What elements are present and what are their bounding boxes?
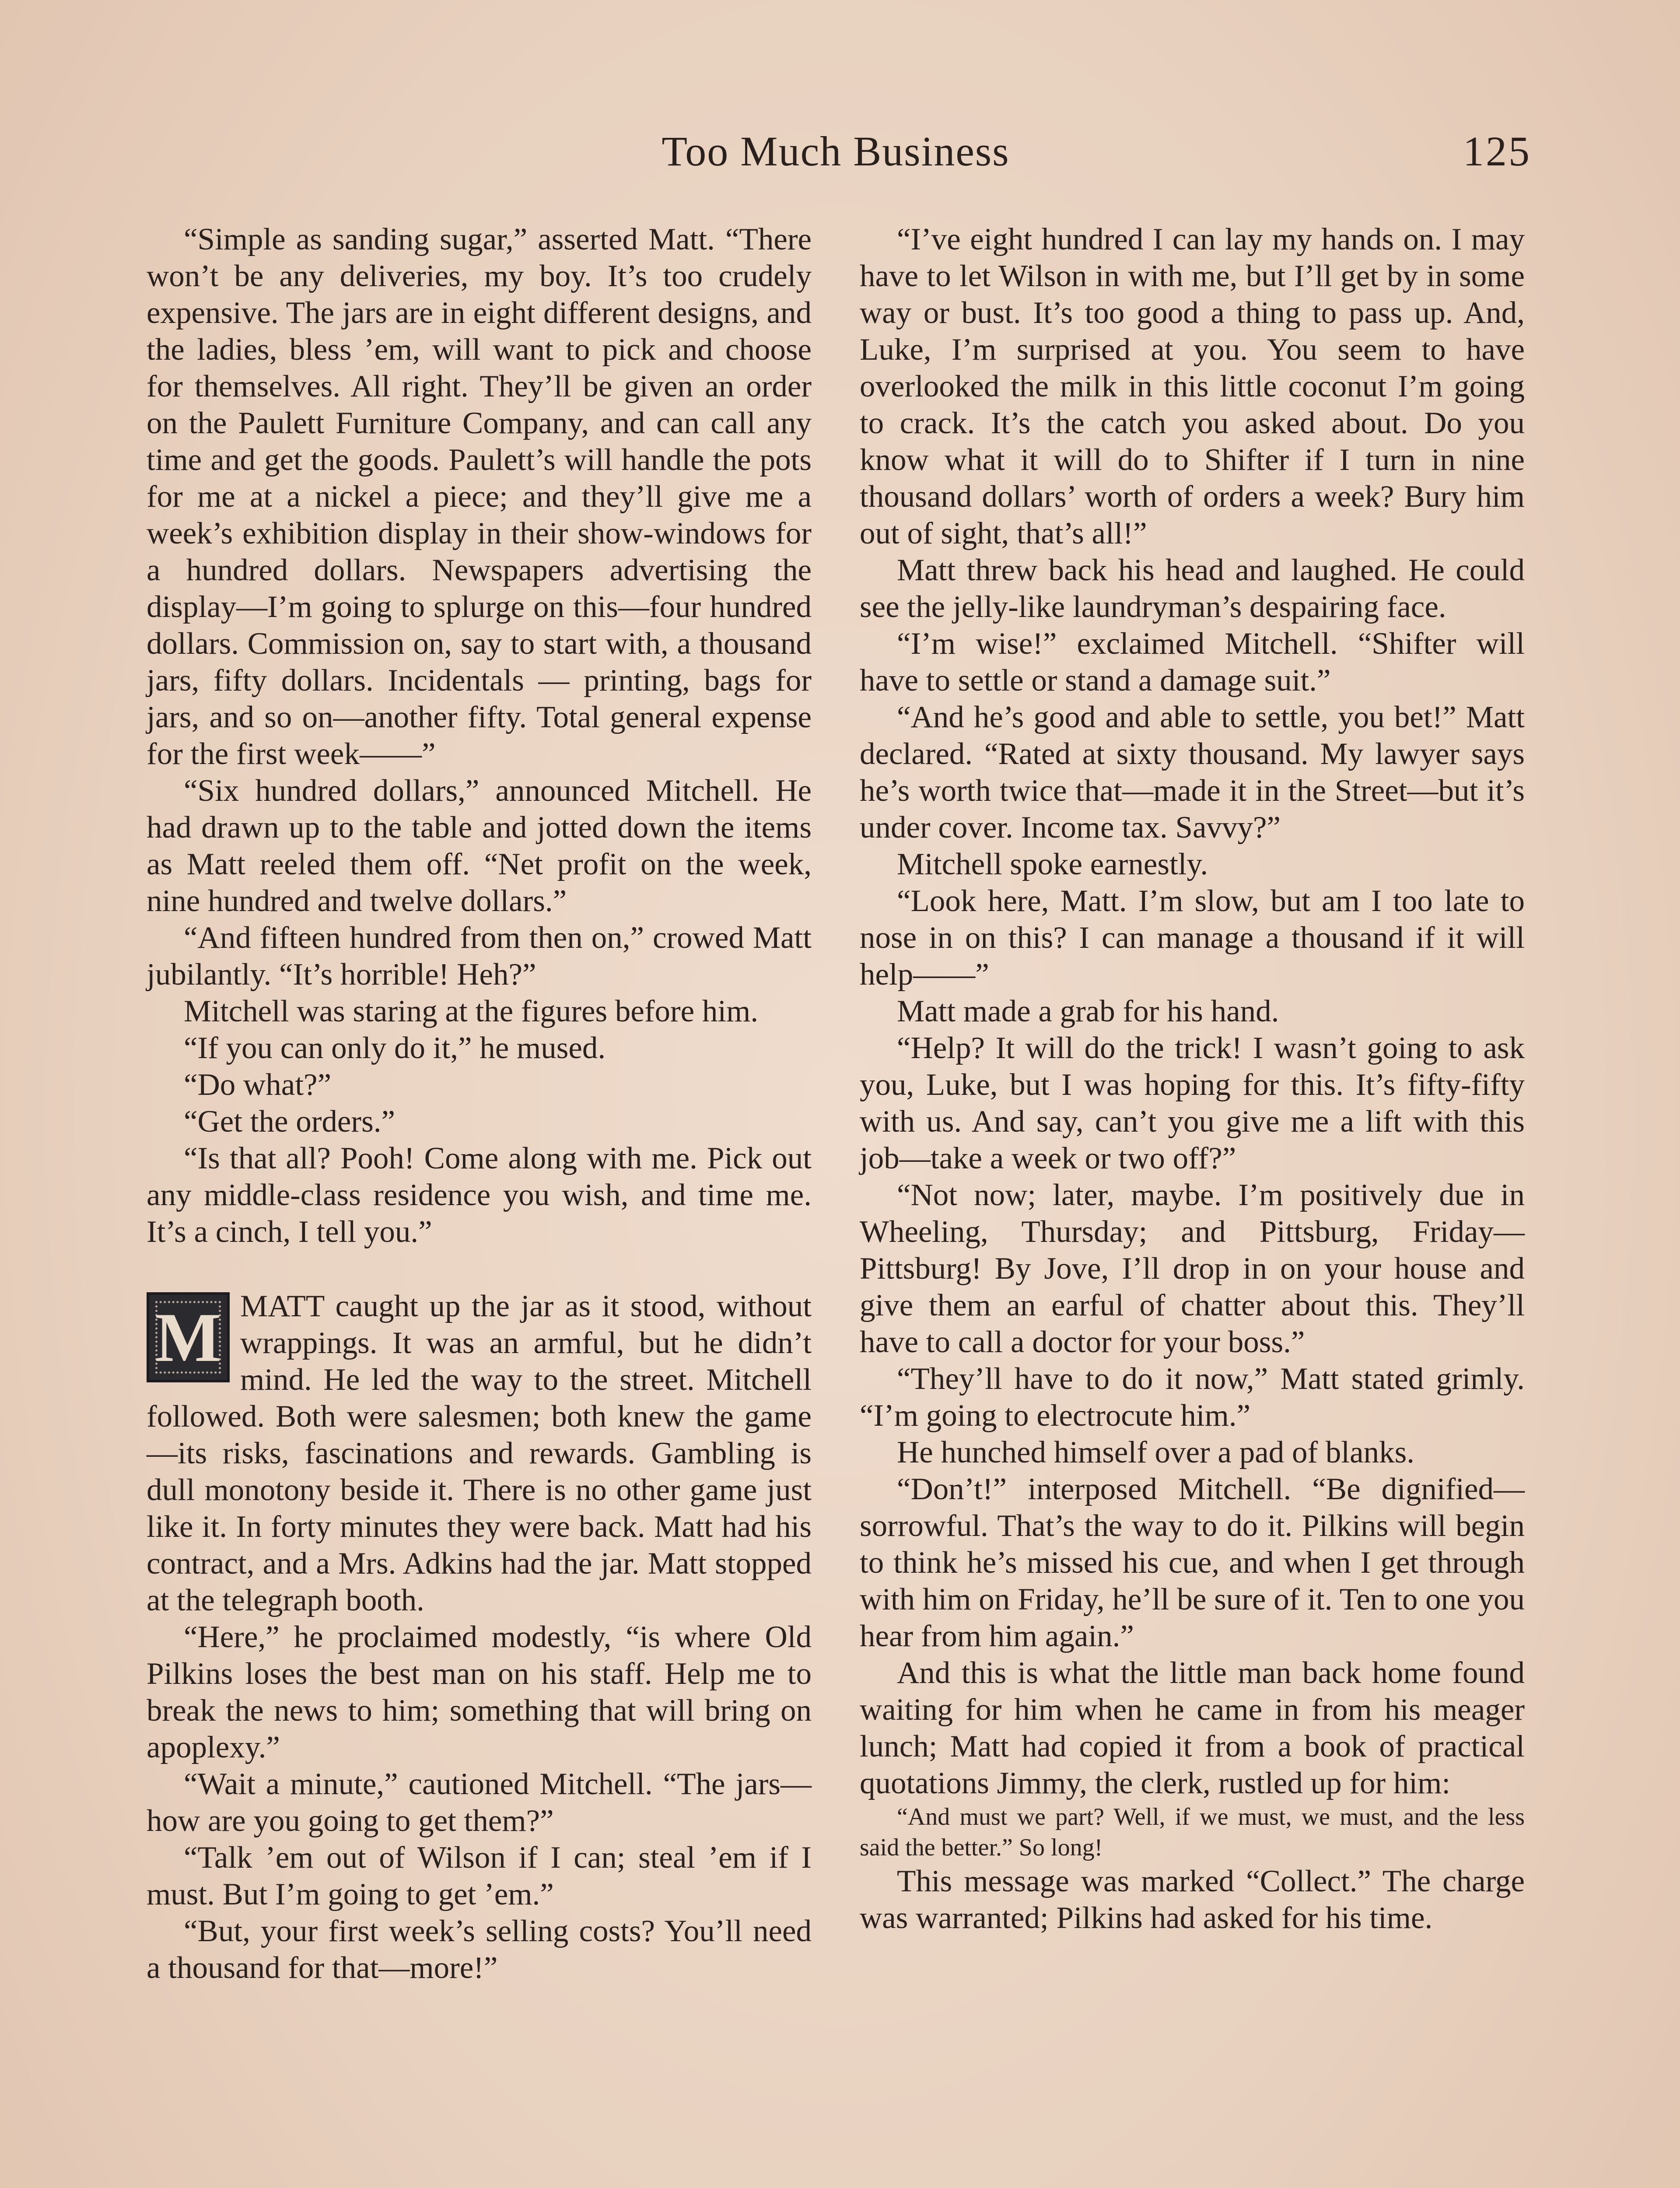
paragraph: “They’ll have to do it now,” Matt stated grimly. “I’m going to electrocute him.”: [860, 1362, 1525, 1433]
telegram-quote: “And must we part? Well, if we must, we must, and the less said the better.” So long!: [860, 1803, 1525, 1861]
left-column: [147, 221, 812, 1986]
dropcap-ornament: [147, 1292, 230, 1382]
dropcap-section: [147, 1288, 812, 1619]
running-title: Too Much Business: [662, 128, 1010, 175]
paragraph: “But, your first week’s selling costs? You’ll need a thousand for that—more!”: [147, 1914, 812, 1985]
section-break: [147, 1250, 812, 1288]
paragraph: Mitchell was staring at the figures before him.: [184, 994, 759, 1028]
right-column: [860, 221, 1525, 1936]
paragraph: “If you can only do it,” he mused.: [184, 1031, 606, 1065]
paragraph: MATT caught up the jar as it stood, without wrappings. It was an armful, but he didn’t mind. He led the way to the street. Mitchell followed. Both were salesmen; both knew the game—its risks, fascinations and rewards. Gambling is dull monotony beside it. There is no other game just like it. In forty minutes they were back. Matt had his contract, and a Mrs. Adkins had the jar. Matt stopped at the telegraph booth.: [147, 1289, 812, 1617]
paragraph: Matt threw back his head and laughed. He could see the jelly-like laundryman’s despairing face.: [860, 553, 1525, 624]
paragraph: Mitchell spoke earnestly.: [897, 847, 1208, 881]
paragraph: “Wait a minute,” cautioned Mitchell. “The jars—how are you going to get them?”: [147, 1767, 812, 1838]
paragraph: Matt made a grab for his hand.: [897, 994, 1279, 1028]
paragraph: “Simple as sanding sugar,” asserted Matt. “There won’t be any deliveries, my boy. It’s too crudely expensive. The jars are in eight different designs, and the ladies, bless ’em, will want to pick and choose for themselves. All right. They’ll be given an order on the Paulett Furniture Company, and can call any time and get the goods. Paulett’s will handle the pots for me at a nickel a piece; and they’ll give me a week’s exhibition display in their show-windows for a hundred dollars. Newspapers advertising the display—I’m going to splurge on this—four hundred dollars. Commission on, say to start with, a thousand jars, fifty dollars. Incidentals — printing, bags for jars, and so on—another fifty. Total general expense for the first week——”: [147, 222, 812, 771]
page-number: 125: [1463, 128, 1531, 175]
paragraph: “Six hundred dollars,” announced Mitchell. He had drawn up to the table and jotted down the items as Matt reeled them off. “Net profit on the week, nine hundred and twelve dollars.”: [147, 774, 812, 918]
page-header: [140, 127, 1531, 179]
paragraph: “Look here, Matt. I’m slow, but am I too late to nose in on this? I can manage a thousand if it will help——”: [860, 884, 1525, 992]
paragraph: “Do what?”: [184, 1068, 332, 1102]
paragraph: “Is that all? Pooh! Come along with me. Pick out any middle-class residence you wish, and time me. It’s a cinch, I tell you.”: [147, 1141, 812, 1249]
paragraph: And this is what the little man back home found waiting for him when he came in from his meager lunch; Matt had copied it from a book of practical quotations Jimmy, the clerk, rustled up for him:: [860, 1656, 1525, 1800]
paragraph: “Don’t!” interposed Mitchell. “Be dignified—sorrowful. That’s the way to do it. Pilkins will begin to think he’s missed his cue, and when I get through with him on Friday, he’ll be sure of it. Ten to one you hear from him again.”: [860, 1472, 1525, 1653]
paragraph: “And he’s good and able to settle, you bet!” Matt declared. “Rated at sixty thousand. My lawyer says he’s worth twice that—made it in the Street—but it’s under cover. Income tax. Savvy?”: [860, 700, 1525, 845]
paragraph: “Here,” he proclaimed modestly, “is where Old Pilkins loses the best man on his staff. Help me to break the news to him; something that will bring on apoplexy.”: [147, 1620, 812, 1764]
paragraph: “Talk ’em out of Wilson if I can; steal ’em if I must. But I’m going to get ’em.”: [147, 1841, 812, 1911]
paragraph: “I’ve eight hundred I can lay my hands on. I may have to let Wilson in with me, but I’ll get by in some way or bust. It’s too good a thing to pass up. And, Luke, I’m surprised at you. You seem to have overlooked the milk in this little coconut I’m going to crack. It’s the catch you asked about. Do you know what it will do to Shifter if I turn in nine thousand dollars’ worth of orders a week? Bury him out of sight, that’s all!”: [860, 222, 1525, 551]
paragraph: He hunched himself over a pad of blanks.: [897, 1435, 1414, 1469]
paragraph: “Not now; later, maybe. I’m positively due in Wheeling, Thursday; and Pittsburg, Friday—Pittsburg! By Jove, I’ll drop in on your house and give them an earful of chatter about this. They’ll have to call a doctor for your boss.”: [860, 1178, 1525, 1359]
paragraph: “Get the orders.”: [184, 1105, 395, 1139]
paragraph: “I’m wise!” exclaimed Mitchell. “Shifter will have to settle or stand a damage suit.”: [860, 627, 1525, 698]
paragraph: “And fifteen hundred from then on,” crowed Matt jubilantly. “It’s horrible! Heh?”: [147, 921, 812, 992]
paragraph: This message was marked “Collect.” The charge was warranted; Pilkins had asked for his time.: [860, 1864, 1525, 1935]
dropcap-letter: M: [155, 1298, 221, 1376]
paragraph: “Help? It will do the trick! I wasn’t going to ask you, Luke, but I was hoping for this. It’s fifty-fifty with us. And say, can’t you give me a lift with this job—take a week or two off?”: [860, 1031, 1525, 1175]
